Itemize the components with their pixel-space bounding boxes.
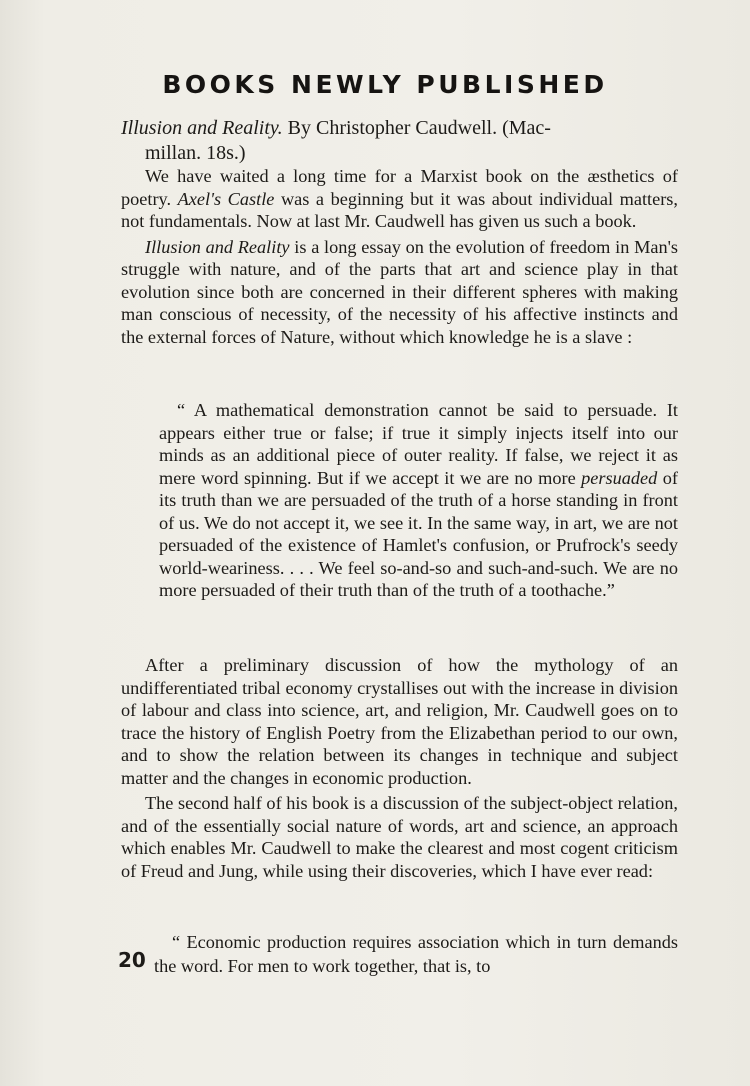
emphasis: persuaded — [581, 467, 658, 488]
publisher-line — [121, 141, 678, 166]
quote-text — [159, 399, 678, 602]
paragraph-4: The second half of his book is a discussion of the subject-object relation, and of the essentially social nature of words, art and science, an approach which enables Mr. Caudwell to make the clearest and most cogent criticism of Freud and Jung, while using their discoveries, which I have ever read: — [121, 793, 678, 881]
book-citation — [121, 116, 678, 166]
review-body-2 — [121, 654, 678, 882]
block-quote-1 — [159, 399, 678, 602]
quote-part: “ A mathematical demonstration cannot be said to persuade. It appears either true or false; if true it simply injects itself into our minds as an additional piece of outer reality. If false, we reject it as mere word spinning. But if we accept it we are no more — [159, 400, 678, 488]
book-reference: Illusion and Reality — [145, 236, 290, 257]
book-price: 18s.) — [206, 142, 246, 164]
paragraph-text: We have waited a long time for a Marxist book on the æsthetics of poetry. — [121, 166, 678, 209]
review-body — [121, 165, 678, 348]
quote-text: “ Economic production requires association which in turn demands the word. For men to work together, that is, to — [154, 932, 678, 976]
book-publisher: (Mac- — [502, 117, 551, 139]
book-title: Illusion and Reality. — [121, 117, 283, 139]
quote-part: of its truth than we are persuaded of the truth of a horse standing in front of us. We do not accept it, we see it. In the same way, in art, we are not persuaded of the existence of Hamlet's confusion, or Prufrock's seedy world-weariness. . . . We feel so-and-so and such-and-such. We are no more persuaded of their truth than of the truth of a toothache.” — [159, 467, 679, 600]
block-quote-2 — [154, 930, 678, 978]
paragraph-3: After a preliminary discussion of how the mythology of an undifferentiated tribal economy crystallises out with the increase in division of labour and class into science, art, and religion, Mr. Caudwell goes on to trace the history of English Poetry from the Elizabethan period to our own, and to show the relation between its changes in technique and subject matter and the changes in economic production. — [121, 655, 678, 788]
paragraph-text: is a long essay on the evolution of freedom in Man's struggle with nature, and of the parts that art and science play in that evolution since both are concerned in their different spheres with making man conscious of necessity, of the necessity of his affective instincts and the external forces of Nature, without which knowledge he is a slave : — [121, 236, 678, 347]
paragraph-2 — [121, 236, 678, 349]
section-heading: BOOKS NEWLY PUBLISHED — [162, 70, 608, 99]
paragraph-1 — [121, 165, 678, 233]
book-author: By Christopher Caudwell. — [287, 117, 498, 139]
paragraph-text: was a beginning but it was about individual matters, not fundamentals. Now at last Mr. Caudwell has given us such a book. — [121, 188, 678, 231]
book-reference: Axel's Castle — [177, 188, 275, 209]
page-number: 20 — [118, 948, 146, 972]
publisher-name: millan. — [145, 142, 202, 164]
